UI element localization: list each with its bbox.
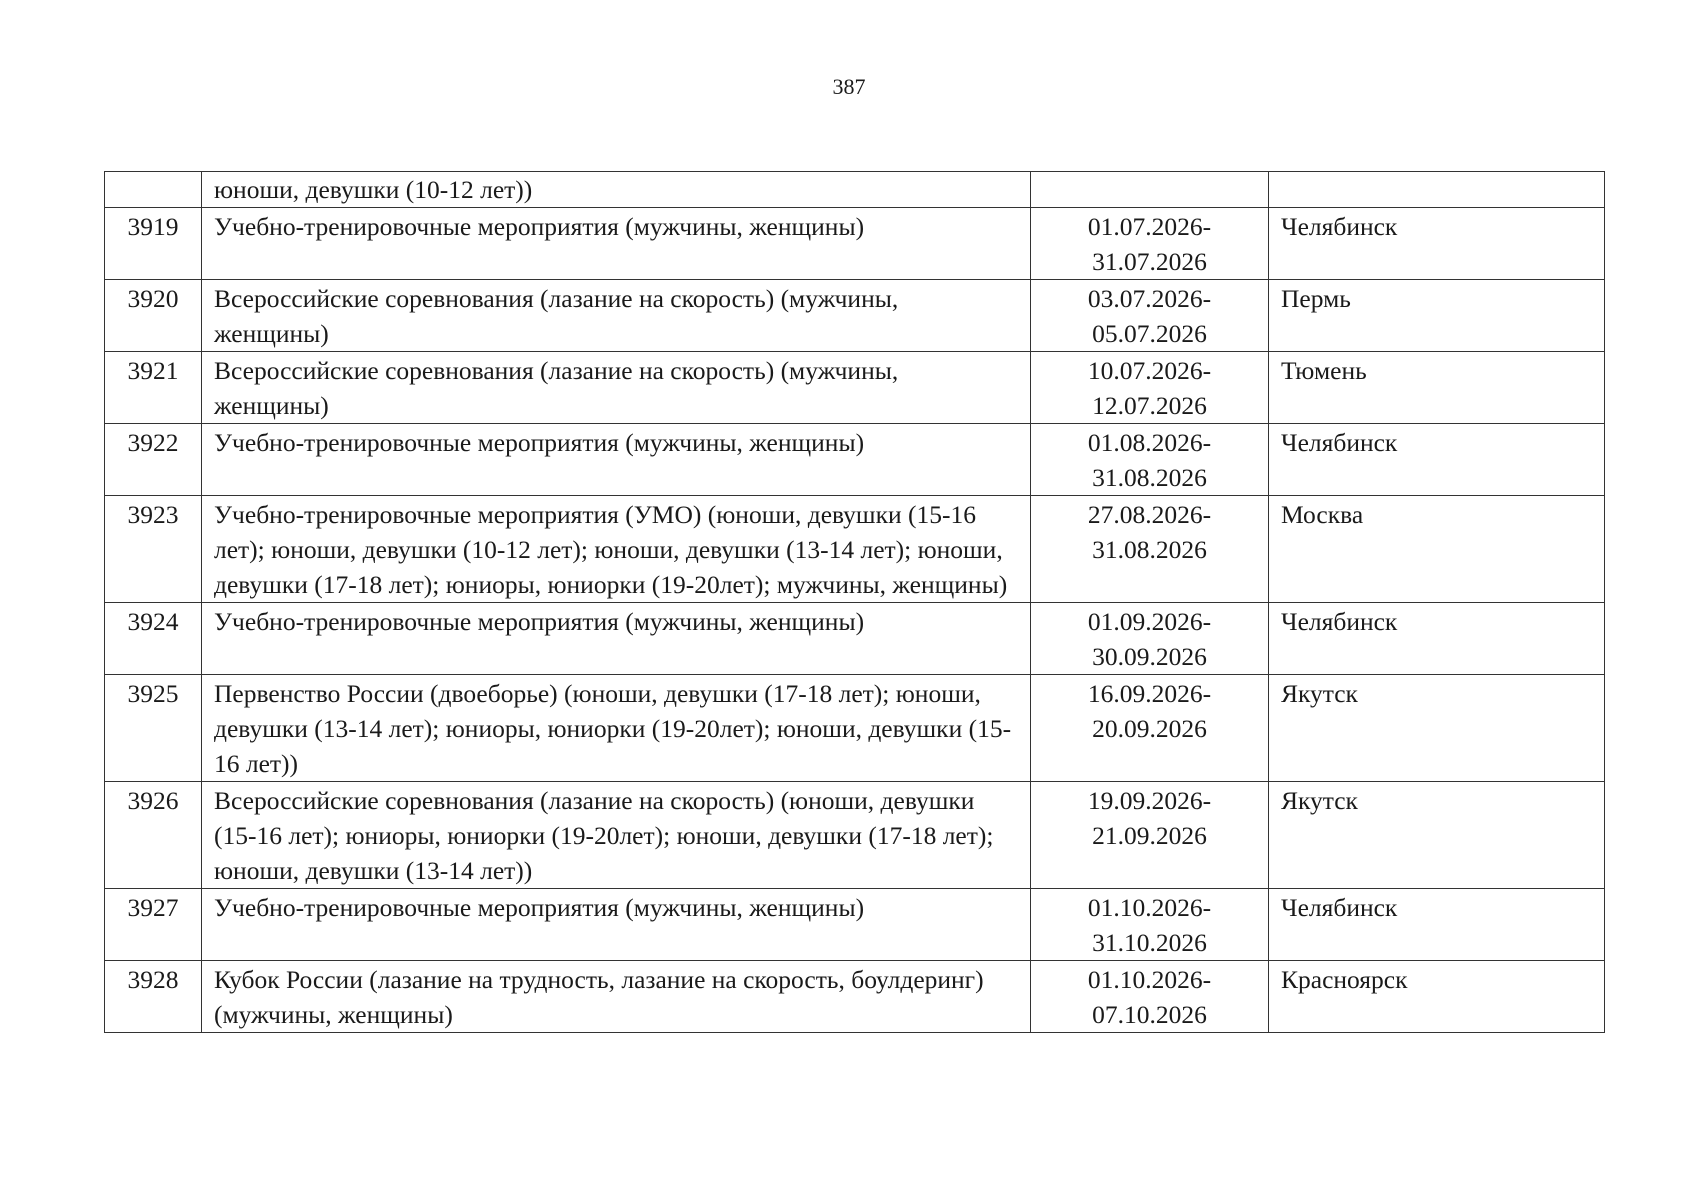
cell-event-name: Учебно-тренировочные мероприятия (мужчины, женщины) bbox=[202, 424, 1031, 496]
cell-dates bbox=[1031, 961, 1269, 1033]
table-row bbox=[105, 352, 1605, 424]
cell-dates bbox=[1031, 675, 1269, 782]
cell-dates bbox=[1031, 889, 1269, 961]
table-row bbox=[105, 424, 1605, 496]
cell-dates bbox=[1031, 603, 1269, 675]
cell-number bbox=[105, 172, 202, 208]
cell-number: 3926 bbox=[105, 782, 202, 889]
cell-number: 3924 bbox=[105, 603, 202, 675]
cell-place: Челябинск bbox=[1269, 889, 1605, 961]
cell-place: Якутск bbox=[1269, 675, 1605, 782]
cell-event-name: Учебно-тренировочные мероприятия (УМО) (юноши, девушки (15-16 лет); юноши, девушки (10-12 лет); юноши, девушки (13-14 лет); юноши, девушки (17-18 лет); юниоры, юниорки (19-20лет); мужчины, женщины) bbox=[202, 496, 1031, 603]
date-end: 30.09.2026 bbox=[1092, 642, 1207, 671]
date-start: 10.07.2026- bbox=[1087, 356, 1212, 385]
cell-dates bbox=[1031, 496, 1269, 603]
date-start: 01.08.2026- bbox=[1087, 428, 1212, 457]
date-end: 21.09.2026 bbox=[1092, 821, 1207, 850]
date-start: 01.09.2026- bbox=[1087, 607, 1212, 636]
date-end: 31.08.2026 bbox=[1092, 463, 1207, 492]
date-end: 20.09.2026 bbox=[1092, 714, 1207, 743]
table-row bbox=[105, 675, 1605, 782]
date-end: 31.07.2026 bbox=[1092, 247, 1207, 276]
cell-dates bbox=[1031, 424, 1269, 496]
cell-event-name: Первенство России (двоеборье) (юноши, девушки (17-18 лет); юноши, девушки (13-14 лет); юниоры, юниорки (19-20лет); юноши, девушки (15-16 лет)) bbox=[202, 675, 1031, 782]
cell-place: Челябинск bbox=[1269, 603, 1605, 675]
date-end: 05.07.2026 bbox=[1092, 319, 1207, 348]
table-row bbox=[105, 782, 1605, 889]
cell-number: 3927 bbox=[105, 889, 202, 961]
date-start: 16.09.2026- bbox=[1087, 679, 1212, 708]
cell-number: 3921 bbox=[105, 352, 202, 424]
cell-number: 3922 bbox=[105, 424, 202, 496]
cell-event-name: Учебно-тренировочные мероприятия (мужчины, женщины) bbox=[202, 208, 1031, 280]
cell-number: 3925 bbox=[105, 675, 202, 782]
cell-place: Тюмень bbox=[1269, 352, 1605, 424]
date-start: 01.10.2026- bbox=[1087, 965, 1212, 994]
cell-event-name: Учебно-тренировочные мероприятия (мужчины, женщины) bbox=[202, 889, 1031, 961]
table-row bbox=[105, 496, 1605, 603]
events-table bbox=[104, 171, 1605, 1033]
cell-number: 3920 bbox=[105, 280, 202, 352]
cell-place: Москва bbox=[1269, 496, 1605, 603]
table-row bbox=[105, 208, 1605, 280]
cell-number: 3919 bbox=[105, 208, 202, 280]
cell-dates bbox=[1031, 208, 1269, 280]
date-start: 19.09.2026- bbox=[1087, 786, 1212, 815]
cell-place: Красноярск bbox=[1269, 961, 1605, 1033]
page-number: 387 bbox=[832, 74, 866, 99]
cell-place: Пермь bbox=[1269, 280, 1605, 352]
date-start: 01.07.2026- bbox=[1087, 212, 1212, 241]
cell-event-name: Учебно-тренировочные мероприятия (мужчины, женщины) bbox=[202, 603, 1031, 675]
date-end: 31.08.2026 bbox=[1092, 535, 1207, 564]
table-row bbox=[105, 603, 1605, 675]
cell-event-name: Всероссийские соревнования (лазание на скорость) (юноши, девушки (15-16 лет); юниоры, юниорки (19-20лет); юноши, девушки (17-18 лет); юноши, девушки (13-14 лет)) bbox=[202, 782, 1031, 889]
table-row-continuation bbox=[105, 172, 1605, 208]
cell-dates bbox=[1031, 352, 1269, 424]
cell-dates bbox=[1031, 172, 1269, 208]
cell-dates bbox=[1031, 782, 1269, 889]
date-start: 27.08.2026- bbox=[1087, 500, 1212, 529]
table-row bbox=[105, 280, 1605, 352]
cell-place: Челябинск bbox=[1269, 424, 1605, 496]
cell-place bbox=[1269, 172, 1605, 208]
cell-number: 3923 bbox=[105, 496, 202, 603]
cell-number: 3928 bbox=[105, 961, 202, 1033]
cell-dates bbox=[1031, 280, 1269, 352]
table-row bbox=[105, 961, 1605, 1033]
cell-place: Челябинск bbox=[1269, 208, 1605, 280]
cell-event-name: Всероссийские соревнования (лазание на скорость) (мужчины, женщины) bbox=[202, 280, 1031, 352]
date-start: 01.10.2026- bbox=[1087, 893, 1212, 922]
date-end: 31.10.2026 bbox=[1092, 928, 1207, 957]
cell-event-name: Всероссийские соревнования (лазание на скорость) (мужчины, женщины) bbox=[202, 352, 1031, 424]
date-end: 12.07.2026 bbox=[1092, 391, 1207, 420]
cell-place: Якутск bbox=[1269, 782, 1605, 889]
date-end: 07.10.2026 bbox=[1092, 1000, 1207, 1029]
table-row bbox=[105, 889, 1605, 961]
cell-event-name: юноши, девушки (10-12 лет)) bbox=[202, 172, 1031, 208]
cell-event-name: Кубок России (лазание на трудность, лазание на скорость, боулдеринг) (мужчины, женщины) bbox=[202, 961, 1031, 1033]
date-start: 03.07.2026- bbox=[1087, 284, 1212, 313]
